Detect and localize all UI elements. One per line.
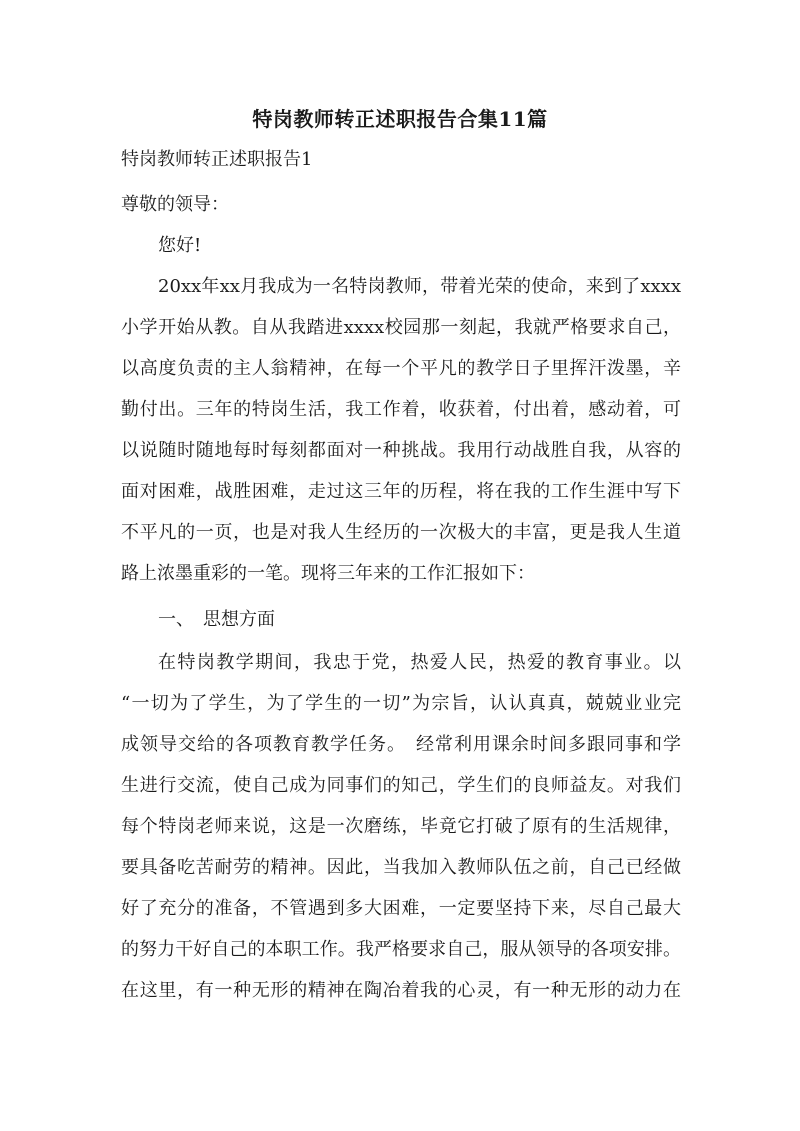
paragraph-line: 成领导交给的各项教育教学任务。 经常利用课余时间多跟同事和学	[121, 734, 681, 755]
paragraph-line: 每个特岗老师来说，这是一次磨练，毕竟它打破了原有的生活规律，	[121, 816, 681, 837]
paragraph-line: 路上浓墨重彩的一笔。现将三年来的工作汇报如下：	[121, 563, 535, 584]
paragraph-line: 20xx年xx月我成为一名特岗教师，带着光荣的使命，来到了xxxx	[158, 276, 681, 297]
greeting: 您好!	[158, 235, 202, 256]
paragraph-line: 好了充分的准备，不管遇到多大困难，一定要坚持下来，尽自己最大	[121, 898, 681, 919]
paragraph-line: 以说随时随地每时每刻都面对一种挑战。我用行动战胜自我，从容的	[121, 440, 681, 461]
paragraph-line: 不平凡的一页，也是对我人生经历的一次极大的丰富，更是我人生道	[121, 522, 681, 543]
salutation: 尊敬的领导：	[121, 194, 229, 215]
section-heading: 一、 思想方面	[158, 609, 275, 630]
paragraph-line: 面对困难，战胜困难，走过这三年的历程，将在我的工作生涯中写下	[121, 481, 681, 502]
paragraph-line: 要具备吃苦耐劳的精神。因此，当我加入教师队伍之前，自己已经做	[121, 857, 681, 878]
paragraph-line: 小学开始从教。自从我踏进xxxx校园那一刻起，我就严格要求自己，	[121, 317, 681, 338]
report-subtitle: 特岗教师转正述职报告1	[121, 149, 313, 170]
document-title: 特岗教师转正述职报告合集11篇	[252, 107, 548, 131]
paragraph-line: 以高度负责的主人翁精神，在每一个平凡的教学日子里挥汗泼墨，辛	[121, 358, 681, 379]
paragraph-line: 生进行交流，使自己成为同事们的知己，学生们的良师益友。对我们	[121, 775, 681, 796]
paragraph-line: 在特岗教学期间，我忠于党，热爱人民，热爱的教育事业。以	[158, 652, 681, 673]
paragraph-line: 勤付出。三年的特岗生活，我工作着，收获着，付出着，感动着，可	[121, 399, 681, 420]
paragraph-line: “一切为了学生，为了学生的一切”为宗旨，认认真真，兢兢业业完	[121, 693, 681, 714]
paragraph-line: 的努力干好自己的本职工作。我严格要求自己，服从领导的各项安排。	[121, 939, 681, 960]
paragraph-line: 在这里，有一种无形的精神在陶冶着我的心灵，有一种无形的动力在	[121, 980, 681, 1001]
